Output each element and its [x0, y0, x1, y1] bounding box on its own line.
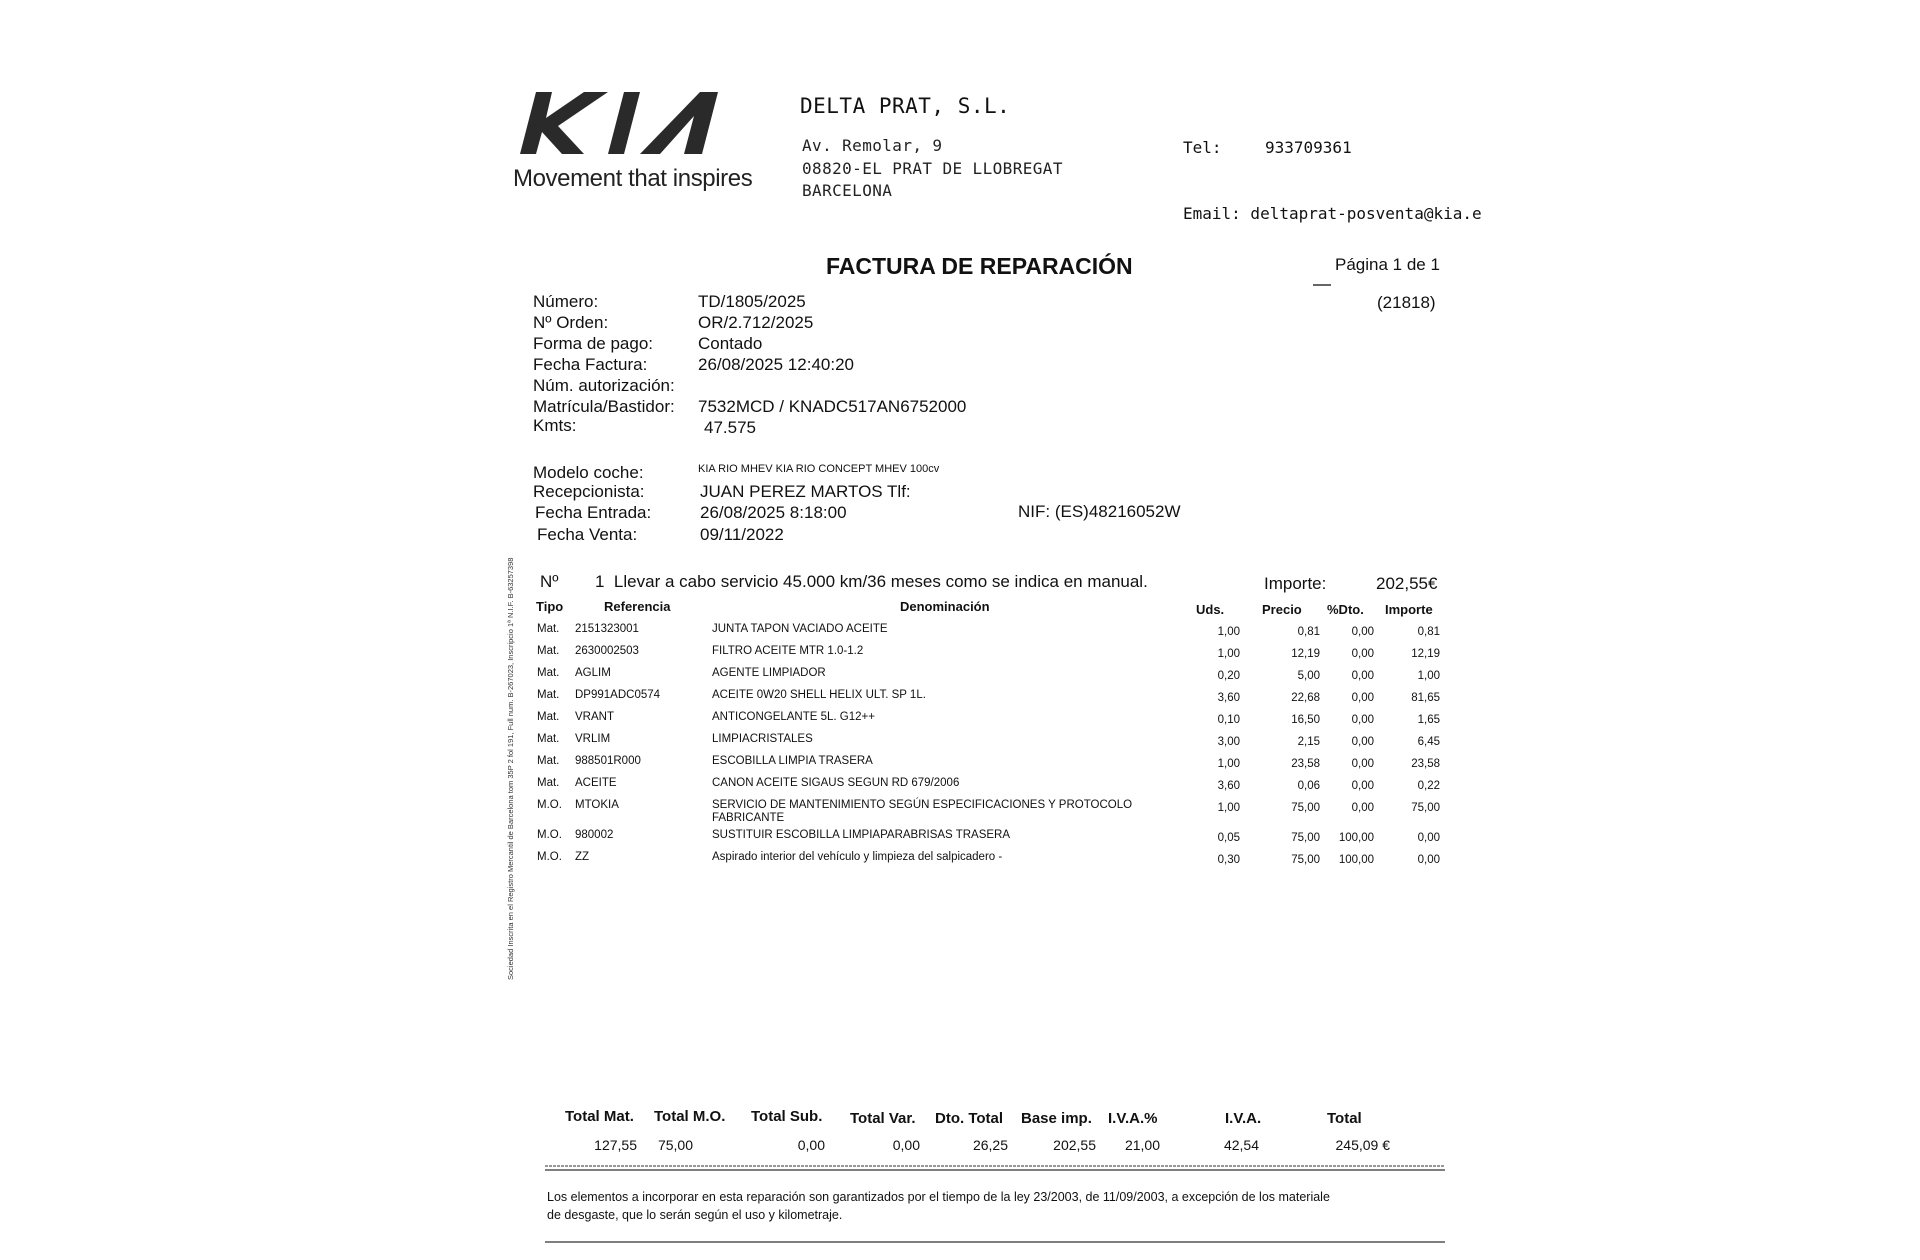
cell-precio: 23,58: [1291, 758, 1320, 770]
cell-tipo: Mat.: [537, 623, 560, 635]
cell-referencia: DP991ADC0574: [575, 689, 661, 701]
field-label: Recepcionista:: [533, 482, 645, 501]
cell-dto: 100,00: [1338, 832, 1374, 844]
cell-uds: 1,00: [1217, 758, 1240, 770]
mileage: 47.575: [704, 418, 756, 437]
cell-denominacion: ACEITE 0W20 SHELL HELIX ULT. SP 1L.: [712, 689, 926, 701]
cell-dto: 0,00: [1351, 670, 1374, 682]
nif: NIF: (ES)48216052W: [1018, 502, 1181, 521]
cell-importe: 6,45: [1417, 736, 1440, 748]
column-header-uds: Uds.: [1196, 602, 1225, 617]
cell-tipo: Mat.: [537, 689, 560, 701]
cell-precio: 0,81: [1297, 626, 1320, 638]
registry-side-text: Sociedad Inscrita en el Registro Mercantil de Barcelona tom 35P 2 fol 191, Full num. B-267023, Inscripcio 1ª N.I.F. B-63257398: [506, 557, 515, 980]
cell-importe: 0,22: [1417, 780, 1440, 792]
cell-denominacion: Aspirado interior del vehículo y limpieza del salpicadero -: [712, 851, 1003, 863]
address-line: Av. Remolar, 9: [802, 136, 943, 155]
column-header-precio: Precio: [1262, 602, 1302, 617]
cell-uds: 0,05: [1217, 832, 1240, 844]
scan-mark: [1313, 284, 1331, 286]
totals-value: 202,55: [1053, 1137, 1096, 1153]
column-header-referencia: Referencia: [604, 599, 671, 614]
kia-logo: [512, 88, 744, 160]
column-header-importe: Importe: [1385, 602, 1433, 617]
totals-value: 42,54: [1223, 1137, 1259, 1153]
cell-denominacion: SUSTITUIR ESCOBILLA LIMPIAPARABRISAS TRASERA: [712, 829, 1011, 841]
order-number: OR/2.712/2025: [698, 313, 814, 332]
totals-header: Dto. Total: [935, 1110, 1004, 1127]
cell-uds: 0,20: [1217, 670, 1240, 682]
cell-referencia: 980002: [575, 829, 614, 841]
cell-denominacion: SERVICIO DE MANTENIMIENTO SEGÚN ESPECIFICACIONES Y PROTOCOLO: [712, 799, 1133, 811]
cell-precio: 75,00: [1291, 802, 1320, 814]
totals-value: 245,09 €: [1335, 1137, 1390, 1153]
payment-method: Contado: [698, 334, 763, 353]
cell-uds: 1,00: [1217, 626, 1240, 638]
cell-uds: 0,10: [1217, 714, 1240, 726]
cell-tipo: M.O.: [537, 829, 562, 841]
field-label: Fecha Venta:: [537, 525, 638, 544]
cell-referencia: ZZ: [575, 851, 590, 863]
tel-value: 933709361: [1265, 138, 1352, 157]
column-header-denominacion: Denominación: [900, 599, 990, 614]
legal-text-line: Los elementos a incorporar en esta reparación son garantizados por el tiempo de la ley 23/2003, de 11/09/2003, a excepción de los materiale: [547, 1190, 1330, 1204]
cell-dto: 0,00: [1351, 626, 1374, 638]
address-line: 08820-EL PRAT DE LLOBREGAT: [802, 159, 1063, 178]
totals-value: 0,00: [892, 1137, 920, 1153]
cell-dto: 0,00: [1351, 780, 1374, 792]
cell-precio: 75,00: [1291, 832, 1320, 844]
cell-denominacion: CANON ACEITE SIGAUS SEGUN RD 679/2006: [712, 777, 960, 789]
totals-header: I.V.A.: [1225, 1110, 1262, 1127]
address-line: BARCELONA: [802, 181, 893, 200]
cell-denominacion-cont: FABRICANTE: [712, 812, 785, 824]
totals-header: I.V.A.%: [1108, 1110, 1158, 1127]
totals-value: 21,00: [1124, 1137, 1160, 1153]
cell-dto: 0,00: [1351, 758, 1374, 770]
cell-tipo: M.O.: [537, 851, 562, 863]
cell-importe: 81,65: [1411, 692, 1440, 704]
service-description: [595, 572, 1148, 592]
cell-uds: 1,00: [1217, 802, 1240, 814]
brand-tagline: Movement that inspires: [513, 165, 753, 192]
separator-rule: [545, 1164, 1445, 1172]
email: Email: deltaprat-posventa@kia.e: [1183, 204, 1482, 223]
cell-denominacion: ANTICONGELANTE 5L. G12++: [712, 711, 875, 723]
cell-referencia: ACEITE: [575, 777, 617, 789]
cell-referencia: MTOKIA: [575, 799, 619, 811]
cell-precio: 75,00: [1291, 854, 1320, 866]
cell-uds: 3,60: [1217, 780, 1240, 792]
cell-importe: 0,81: [1417, 626, 1440, 638]
line-no-label: Nº: [540, 572, 559, 591]
invoice-date: 26/08/2025 12:40:20: [698, 355, 854, 374]
field-label: Fecha Factura:: [533, 355, 648, 374]
field-label: Forma de pago:: [533, 334, 654, 353]
cell-referencia: 988501R000: [575, 755, 641, 767]
cell-uds: 3,00: [1217, 736, 1240, 748]
plate-vin: 7532MCD / KNADC517AN6752000: [698, 397, 967, 416]
cell-importe: 75,00: [1411, 802, 1440, 814]
cell-dto: 0,00: [1351, 692, 1374, 704]
totals-value: 0,00: [797, 1137, 825, 1153]
cell-uds: 3,60: [1217, 692, 1240, 704]
cell-precio: 12,19: [1291, 648, 1320, 660]
cell-tipo: Mat.: [537, 755, 560, 767]
cell-uds: 1,00: [1217, 648, 1240, 660]
cell-tipo: Mat.: [537, 711, 560, 723]
totals-header: Base imp.: [1021, 1110, 1092, 1127]
receptionist: JUAN PEREZ MARTOS Tlf:: [700, 482, 911, 501]
cell-importe: 0,00: [1417, 832, 1440, 844]
company-name: DELTA PRAT, S.L.: [800, 94, 1011, 118]
cell-uds: 0,30: [1217, 854, 1240, 866]
totals-header: Total: [1327, 1110, 1362, 1127]
cell-importe: 0,00: [1417, 854, 1440, 866]
cell-referencia: 2151323001: [575, 623, 639, 635]
field-label: Número:: [533, 292, 599, 311]
cell-dto: 0,00: [1351, 648, 1374, 660]
cell-importe: 1,65: [1417, 714, 1440, 726]
totals-header: Total M.O.: [654, 1108, 726, 1125]
importe-value: 202,55€: [1376, 574, 1438, 593]
field-label: Fecha Entrada:: [535, 503, 652, 522]
cell-referencia: VRLIM: [575, 733, 611, 745]
totals-header: Total Sub.: [751, 1108, 823, 1125]
cell-denominacion: AGENTE LIMPIADOR: [712, 667, 826, 679]
field-label: Matrícula/Bastidor:: [533, 397, 675, 416]
service-text: Llevar a cabo servicio 45.000 km/36 meses como se indica en manual.: [613, 572, 1148, 591]
cell-precio: 5,00: [1297, 670, 1320, 682]
cell-referencia: 2630002503: [575, 645, 639, 657]
cell-precio: 16,50: [1291, 714, 1320, 726]
cell-denominacion: LIMPIACRISTALES: [712, 733, 813, 745]
column-header-dto: %Dto.: [1327, 602, 1364, 617]
cell-tipo: Mat.: [537, 733, 560, 745]
cell-referencia: VRANT: [575, 711, 614, 723]
column-header-tipo: Tipo: [536, 599, 564, 614]
cell-denominacion: JUNTA TAPON VACIADO ACEITE: [712, 623, 888, 635]
document-title: FACTURA DE REPARACIÓN: [826, 253, 1133, 279]
importe-label: Importe:: [1264, 574, 1327, 593]
cell-importe: 1,00: [1417, 670, 1440, 682]
field-label: Núm. autorización:: [533, 376, 675, 395]
cell-importe: 12,19: [1411, 648, 1440, 660]
totals-header: Total Mat.: [565, 1108, 634, 1125]
cell-dto: 0,00: [1351, 736, 1374, 748]
bottom-rule: [545, 1240, 1445, 1244]
field-label: Nº Orden:: [533, 313, 609, 332]
reference-code: (21818): [1377, 293, 1436, 312]
cell-referencia: AGLIM: [575, 667, 611, 679]
cell-dto: 0,00: [1351, 714, 1374, 726]
legal-text-line: de desgaste, que lo serán según el uso y kilometraje.: [547, 1208, 843, 1222]
cell-denominacion: ESCOBILLA LIMPIA TRASERA: [712, 755, 873, 767]
invoice-number: TD/1805/2025: [698, 292, 806, 311]
field-label: Kmts:: [533, 416, 577, 435]
totals-header: Total Var.: [850, 1110, 916, 1127]
cell-denominacion: FILTRO ACEITE MTR 1.0-1.2: [712, 645, 864, 657]
cell-importe: 23,58: [1411, 758, 1440, 770]
cell-precio: 0,06: [1297, 780, 1320, 792]
totals-value: 75,00: [657, 1137, 693, 1153]
cell-tipo: M.O.: [537, 799, 562, 811]
tel-label: Tel:: [1183, 138, 1222, 157]
cell-tipo: Mat.: [537, 777, 560, 789]
cell-precio: 22,68: [1291, 692, 1320, 704]
cell-tipo: Mat.: [537, 667, 560, 679]
cell-precio: 2,15: [1297, 736, 1320, 748]
cell-tipo: Mat.: [537, 645, 560, 657]
entry-date: 26/08/2025 8:18:00: [700, 503, 847, 522]
service-number: 1: [595, 572, 605, 591]
sale-date: 09/11/2022: [700, 525, 784, 544]
page-number: Página 1 de 1: [1335, 255, 1440, 274]
totals-value: 127,55: [594, 1137, 637, 1153]
totals-value: 26,25: [972, 1137, 1008, 1153]
cell-dto: 0,00: [1351, 802, 1374, 814]
cell-dto: 100,00: [1338, 854, 1374, 866]
car-model: KIA RIO MHEV KIA RIO CONCEPT MHEV 100cv: [698, 463, 940, 475]
field-label: Modelo coche:: [533, 463, 644, 482]
